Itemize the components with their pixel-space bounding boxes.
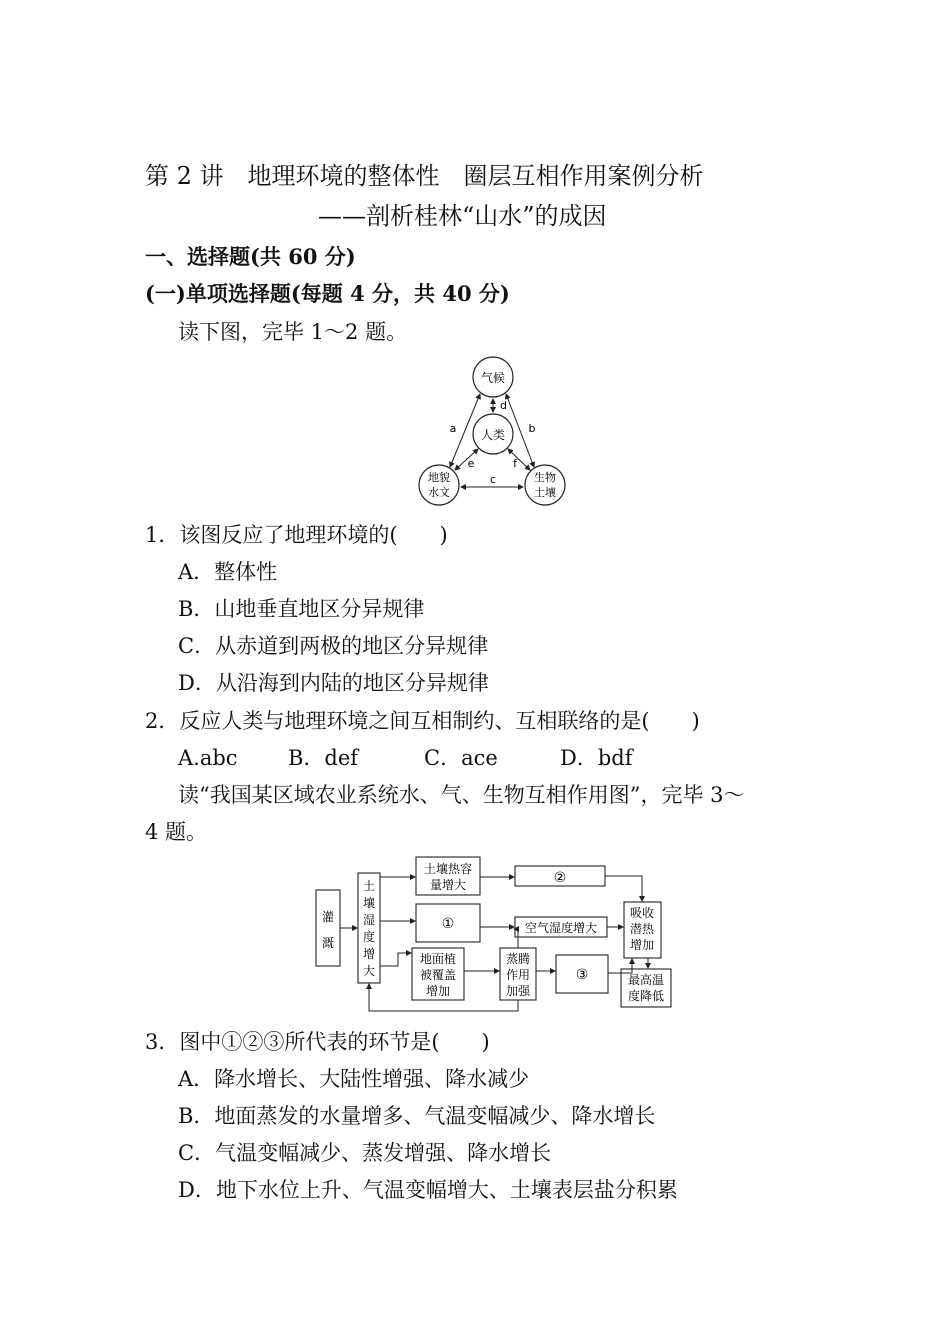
arrow-f: [508, 449, 530, 470]
question-3-stem: 3．图中①②③所代表的环节是( ): [145, 1030, 490, 1054]
transpiration-line-3: 加强: [505, 984, 531, 998]
question-1-option-c[interactable]: C．从赤道到两极的地区分异规律: [178, 634, 489, 658]
intro-2-line-1: 读“我国某区域农业系统水、气、生物互相作用图”，完毕 3～: [178, 783, 745, 807]
question-3-option-c[interactable]: C．气温变幅减少、蒸发增强、降水增长: [178, 1141, 552, 1165]
soil-humidity-char-5: 增: [362, 947, 376, 961]
vegetation-line-2: 被覆盖: [419, 968, 457, 982]
question-2-stem: 2．反应人类与地理环境之间互相制约、互相联络的是( ): [145, 709, 700, 733]
arrow-e: [455, 449, 478, 470]
vegetation-line-3: 增加: [425, 984, 451, 998]
question-1-option-d[interactable]: D．从沿海到内陆的地区分异规律: [178, 671, 489, 695]
soil-humidity-char-2: 壤: [362, 896, 376, 910]
geo-relation-diagram: [410, 352, 580, 512]
circle-2-label: ②: [553, 870, 567, 886]
node-climate-label: 气候: [480, 371, 506, 385]
node-bio-label-2: 土壤: [534, 486, 556, 499]
irrigation-char-1: 灌: [321, 910, 335, 924]
question-1-option-a[interactable]: A．整体性: [178, 560, 278, 584]
question-2-option-b[interactable]: B．def: [288, 746, 359, 770]
label-d: d: [500, 399, 507, 412]
question-3-option-b[interactable]: B．地面蒸发的水量增多、气温变幅减少、降水增长: [178, 1104, 656, 1128]
question-2-option-a[interactable]: A.abc: [178, 746, 238, 770]
label-f: f: [513, 457, 517, 470]
max-temp-line-1: 最高温: [627, 973, 665, 987]
transpiration-line-1: 蒸腾: [505, 952, 531, 966]
question-2-option-d[interactable]: D．bdf: [560, 746, 633, 770]
circle-3-label: ③: [575, 967, 589, 983]
soil-humidity-char-4: 度: [362, 930, 376, 944]
node-human-label: 人类: [480, 428, 506, 442]
node-landform-label-1: 地貌: [428, 471, 450, 484]
absorb-heat-line-1: 吸收: [629, 906, 655, 920]
heat-capacity-line-2: 量增大: [429, 878, 467, 892]
intro-2-line-2: 4 题。: [145, 820, 208, 844]
question-3-option-a[interactable]: A．降水增长、大陆性增强、降水减少: [178, 1067, 530, 1091]
vegetation-line-1: 地面植: [419, 952, 457, 966]
soil-humidity-char-6: 大: [362, 964, 376, 978]
transpiration-line-2: 作用: [505, 968, 531, 982]
page-subtitle: ——剖析桂林“山水”的成因: [318, 202, 607, 230]
heat-capacity-line-1: 土壤热容: [423, 862, 473, 876]
node-landform-label-2: 水文: [428, 486, 450, 499]
label-e: e: [467, 457, 475, 470]
irrigation-char-2: 溉: [321, 936, 335, 950]
sub-section-heading: (一)单项选择题(每题 4 分，共 40 分): [145, 281, 510, 306]
section-heading: 一、选择题(共 60 分): [145, 244, 356, 269]
agri-system-diagram: [312, 853, 677, 1016]
label-c: c: [489, 473, 497, 486]
label-a: a: [449, 422, 457, 435]
question-1-option-b[interactable]: B．山地垂直地区分异规律: [178, 597, 425, 621]
node-bio-label-1: 生物: [534, 471, 556, 484]
absorb-heat-line-2: 潜热: [629, 922, 655, 936]
soil-humidity-char-3: 湿: [362, 913, 376, 927]
intro-1: 读下图，完毕 1～2 题。: [178, 320, 408, 344]
soil-humidity-char-1: 土: [362, 879, 376, 893]
box-irrigation: [316, 890, 340, 966]
page-title: 第 2 讲 地理环境的整体性 圈层互相作用案例分析: [145, 162, 704, 190]
max-temp-line-2: 度降低: [627, 989, 665, 1003]
air-humidity-label: 空气湿度增大: [524, 921, 598, 935]
circle-1-label: ①: [441, 916, 455, 932]
label-b: b: [528, 422, 536, 435]
question-3-option-d[interactable]: D．地下水位上升、气温变幅增大、土壤表层盐分积累: [178, 1178, 678, 1202]
absorb-heat-line-3: 增加: [629, 938, 655, 952]
question-2-option-c[interactable]: C．ace: [424, 746, 498, 770]
question-1-stem: 1．该图反应了地理环境的( ): [145, 523, 448, 547]
